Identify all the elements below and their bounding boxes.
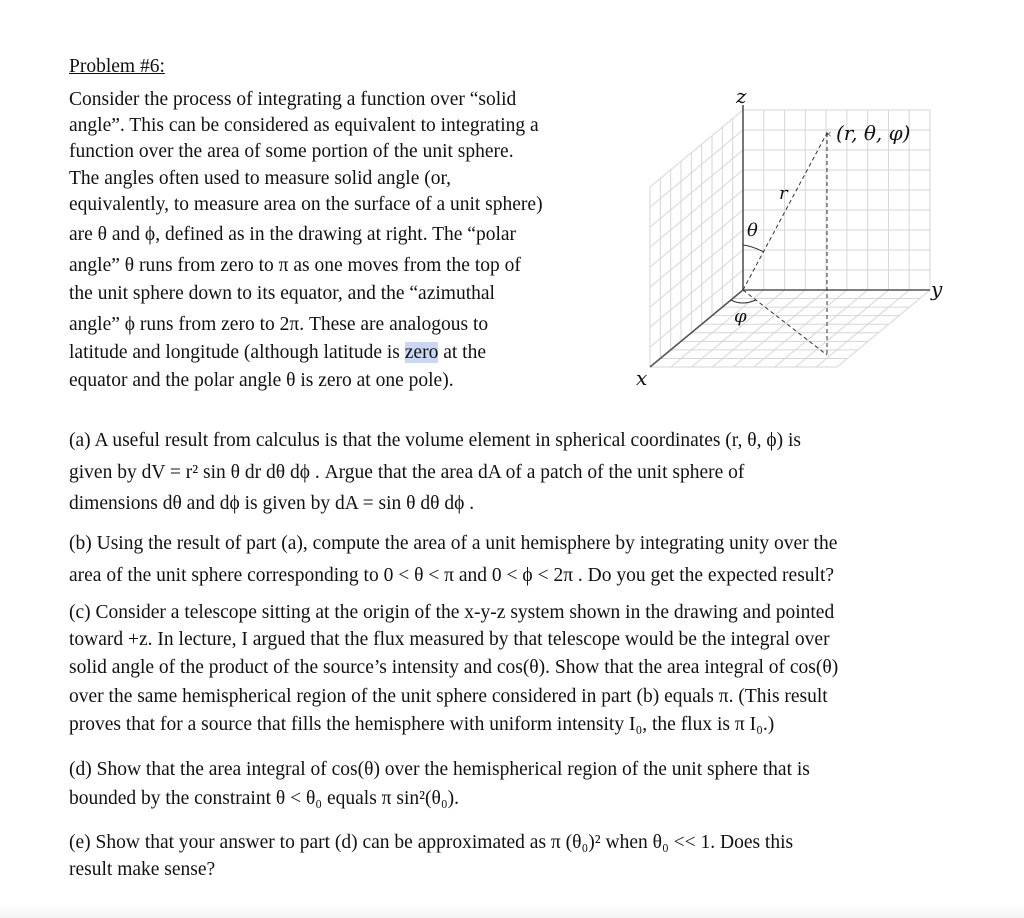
r-label: r (779, 183, 788, 204)
intro-line: are θ and ϕ, defined as in the drawing at right. The “polar (69, 224, 517, 245)
intro-line: the unit sphere down to its equator, and the “azimuthal (69, 283, 495, 304)
grid-line (650, 170, 743, 247)
part-d-line: (d) Show that the area integral of cos(θ) over the hemispherical region of the unit sphere that is (69, 759, 810, 780)
intro-line: angle” θ runs from zero to π as one moves from the top of (69, 255, 521, 276)
phi-arc (731, 300, 756, 303)
part-e-line: result make sense? (69, 859, 216, 880)
intro-line (69, 341, 486, 365)
grid-line (816, 290, 909, 367)
z-label: z (736, 84, 747, 108)
grid-line (650, 130, 743, 207)
intro-line: angle” ϕ runs from zero to 2π. These are analogous to (69, 314, 489, 335)
page-footer (0, 904, 1024, 918)
text: at the (438, 342, 486, 363)
grid-line (650, 210, 743, 287)
part-c-line: solid angle of the product of the source’s intensity and cos(θ). Show that the area integral of cos(θ) (69, 657, 839, 678)
grid (650, 110, 930, 367)
x-axis (650, 290, 743, 367)
grid-line (712, 290, 805, 367)
intro-line: angle”. This can be considered as equivalent to integrating a (69, 115, 539, 136)
part-c-line: toward +z. In lecture, I argued that the flux measured by that telescope would be the integral over (69, 629, 830, 650)
theta-arc (743, 245, 764, 252)
theta-label: θ (747, 220, 758, 241)
x-label: x (636, 366, 648, 390)
intro-line: equivalently, to measure area on the surface of a unit sphere) (69, 194, 543, 215)
grid-line (837, 290, 930, 367)
part-c-line: over the same hemispherical region of the unit sphere considered in part (b) equals π. (This result (69, 686, 828, 707)
intro-line: Consider the process of integrating a function over “solid (69, 89, 517, 110)
grid-line (650, 150, 743, 227)
intro-line: function over the area of some portion of the unit sphere. (69, 141, 514, 162)
grid-line (671, 290, 764, 367)
grid-line (754, 290, 847, 367)
intro-line: The angles often used to measure solid angle (or, (69, 168, 452, 189)
part-e-line: (e) Show that your answer to part (d) can be approximated as π (θ₀)² when θ₀ << 1. Does this (69, 832, 794, 853)
grid-line (650, 110, 743, 187)
part-c-line: proves that for a source that fills the hemisphere with uniform intensity I₀, the flux is π I₀.) (69, 714, 775, 735)
highlighted-word[interactable]: zero (404, 342, 439, 363)
problem-title: Problem #6: (69, 56, 165, 77)
point-marker-icon: × (825, 127, 832, 141)
grid-line (733, 290, 826, 367)
part-c-line: (c) Consider a telescope sitting at the origin of the x-y-z system shown in the drawing and pointed (69, 602, 835, 623)
part-a-line: dimensions dθ and dϕ is given by dA = sin θ dθ dϕ . (69, 493, 475, 514)
spherical-coordinates-diagram (600, 80, 960, 390)
grid-line (650, 230, 743, 307)
part-d-line: bounded by the constraint θ < θ₀ equals π sin²(θ₀). (69, 788, 459, 809)
phi-label: φ (734, 306, 747, 327)
text: latitude and longitude (although latitude is (69, 342, 405, 363)
grid-line (795, 290, 888, 367)
part-b-line: (b) Using the result of part (a), compute the area of a unit hemisphere by integrating unity over the (69, 533, 838, 554)
intro-line: equator and the polar angle θ is zero at one pole). (69, 370, 454, 391)
grid-line (775, 290, 868, 367)
part-b-line: area of the unit sphere corresponding to 0 < θ < π and 0 < ϕ < 2π . Do you get the expected result? (69, 565, 835, 586)
grid-line (650, 190, 743, 267)
point-label: (r, θ, φ) (836, 121, 911, 145)
part-a-line: given by dV = r² sin θ dr dθ dϕ . Argue that the area dA of a patch of the unit sphere of (69, 462, 745, 483)
y-label: y (931, 277, 943, 301)
part-a-line: (a) A useful result from calculus is that the volume element in spherical coordinates (r, θ, ϕ) is (69, 430, 801, 451)
